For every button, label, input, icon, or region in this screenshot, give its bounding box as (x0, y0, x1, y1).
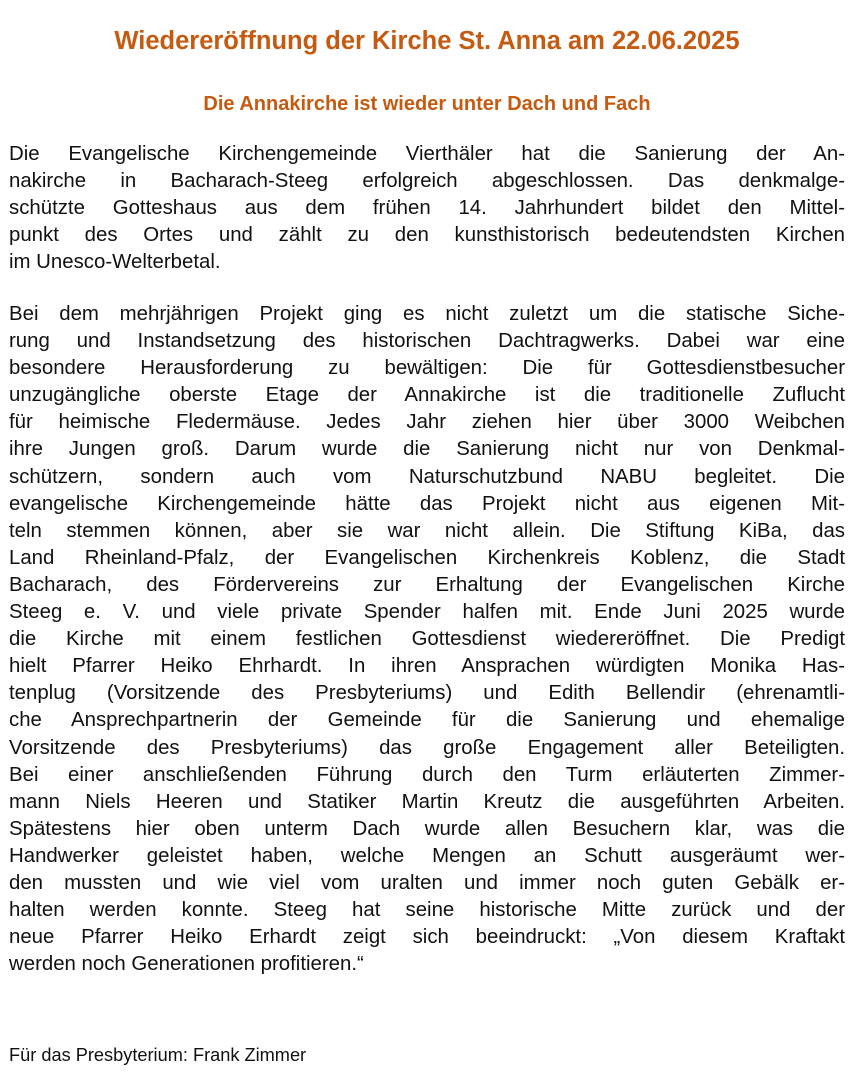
text-line: Bei einer anschließenden Führung durch den Turm erläuterten Zimmer- (9, 763, 845, 786)
text-line: tenplug (Vorsitzende des Presbyteriums) und Edith Bellendir (ehrenamtli- (9, 682, 845, 705)
text-line: die Kirche mit einem festlichen Gottesdienst wiedereröffnet. Die Predigt (9, 628, 845, 651)
text-line: teln stemmen können, aber sie war nicht allein. Die Stiftung KiBa, das (9, 519, 845, 542)
text-line: neue Pfarrer Heiko Erhardt zeigt sich beeindruckt: „Von diesem Kraftakt (9, 926, 845, 949)
paragraph-intro (9, 141, 845, 276)
text-line: rung und Instandsetzung des historischen Dachtragwerks. Dabei war eine (9, 330, 845, 353)
text-line: Land Rheinland-Pfalz, der Evangelischen Kirchenkreis Koblenz, die Stadt (9, 546, 845, 569)
text-line: schützte Gotteshaus aus dem frühen 14. Jahrhundert bildet den Mittel- (9, 197, 845, 220)
text-line: halten werden konnte. Steeg hat seine historische Mitte zurück und der (9, 899, 845, 922)
text-line: Vorsitzende des Presbyteriums) das große Engagement aller Beteiligten. (9, 736, 845, 759)
text-line: nakirche in Bacharach-Steeg erfolgreich abgeschlossen. Das denkmalge- (9, 170, 845, 193)
signature: Für das Presbyterium: Frank Zimmer (9, 1045, 307, 1065)
text-line: punkt des Ortes und zählt zu den kunsthistorisch bedeutendsten Kirchen (9, 224, 845, 247)
text-line: ihre Jungen groß. Darum wurde die Sanierung nicht nur von Denkmal- (9, 438, 845, 461)
text-line: schützern, sondern auch vom Naturschutzbund NABU begleitet. Die (9, 465, 845, 488)
text-line: für heimische Fledermäuse. Jedes Jahr ziehen hier über 3000 Weibchen (9, 411, 845, 434)
text-line: den mussten und wie viel vom uralten und immer noch guten Gebälk er- (9, 871, 845, 894)
text-line: Steeg e. V. und viele private Spender halfen mit. Ende Juni 2025 wurde (9, 601, 845, 624)
text-line: Bacharach, des Fördervereins zur Erhaltung der Evangelischen Kirche (9, 573, 845, 596)
text-line: hielt Pfarrer Heiko Ehrhardt. In ihren Ansprachen würdigten Monika Has- (9, 655, 845, 678)
text-line: werden noch Generationen profitieren.“ (9, 953, 364, 976)
text-line: Die Evangelische Kirchengemeinde Vierthäler hat die Sanierung der An- (9, 143, 845, 165)
text-line: Handwerker geleistet haben, welche Mengen an Schutt ausgeräumt wer- (9, 844, 845, 867)
text-line: besondere Herausforderung zu bewältigen: Die für Gottesdienstbesucher (9, 357, 845, 380)
text-line: Bei dem mehrjährigen Projekt ging es nicht zuletzt um die statische Siche- (9, 303, 845, 325)
text-line: mann Niels Heeren und Statiker Martin Kreutz die ausgeführten Arbeiten. (9, 790, 845, 813)
text-line: Spätestens hier oben unterm Dach wurde allen Besuchern klar, was die (9, 817, 845, 840)
document-subtitle: Die Annakirche ist wieder unter Dach und Fach (203, 93, 651, 115)
text-line: unzugängliche oberste Etage der Annakirche ist die traditionelle Zuflucht (9, 384, 845, 407)
paragraph-body (9, 301, 845, 978)
text-line: evangelische Kirchengemeinde hätte das Projekt nicht aus eigenen Mit- (9, 492, 845, 515)
document-title: Wiedereröffnung der Kirche St. Anna am 22.06.2025 (114, 27, 740, 55)
text-line: im Unesco-Welterbetal. (9, 251, 221, 274)
text-line: che Ansprechpartnerin der Gemeinde für die Sanierung und ehemalige (9, 709, 845, 732)
